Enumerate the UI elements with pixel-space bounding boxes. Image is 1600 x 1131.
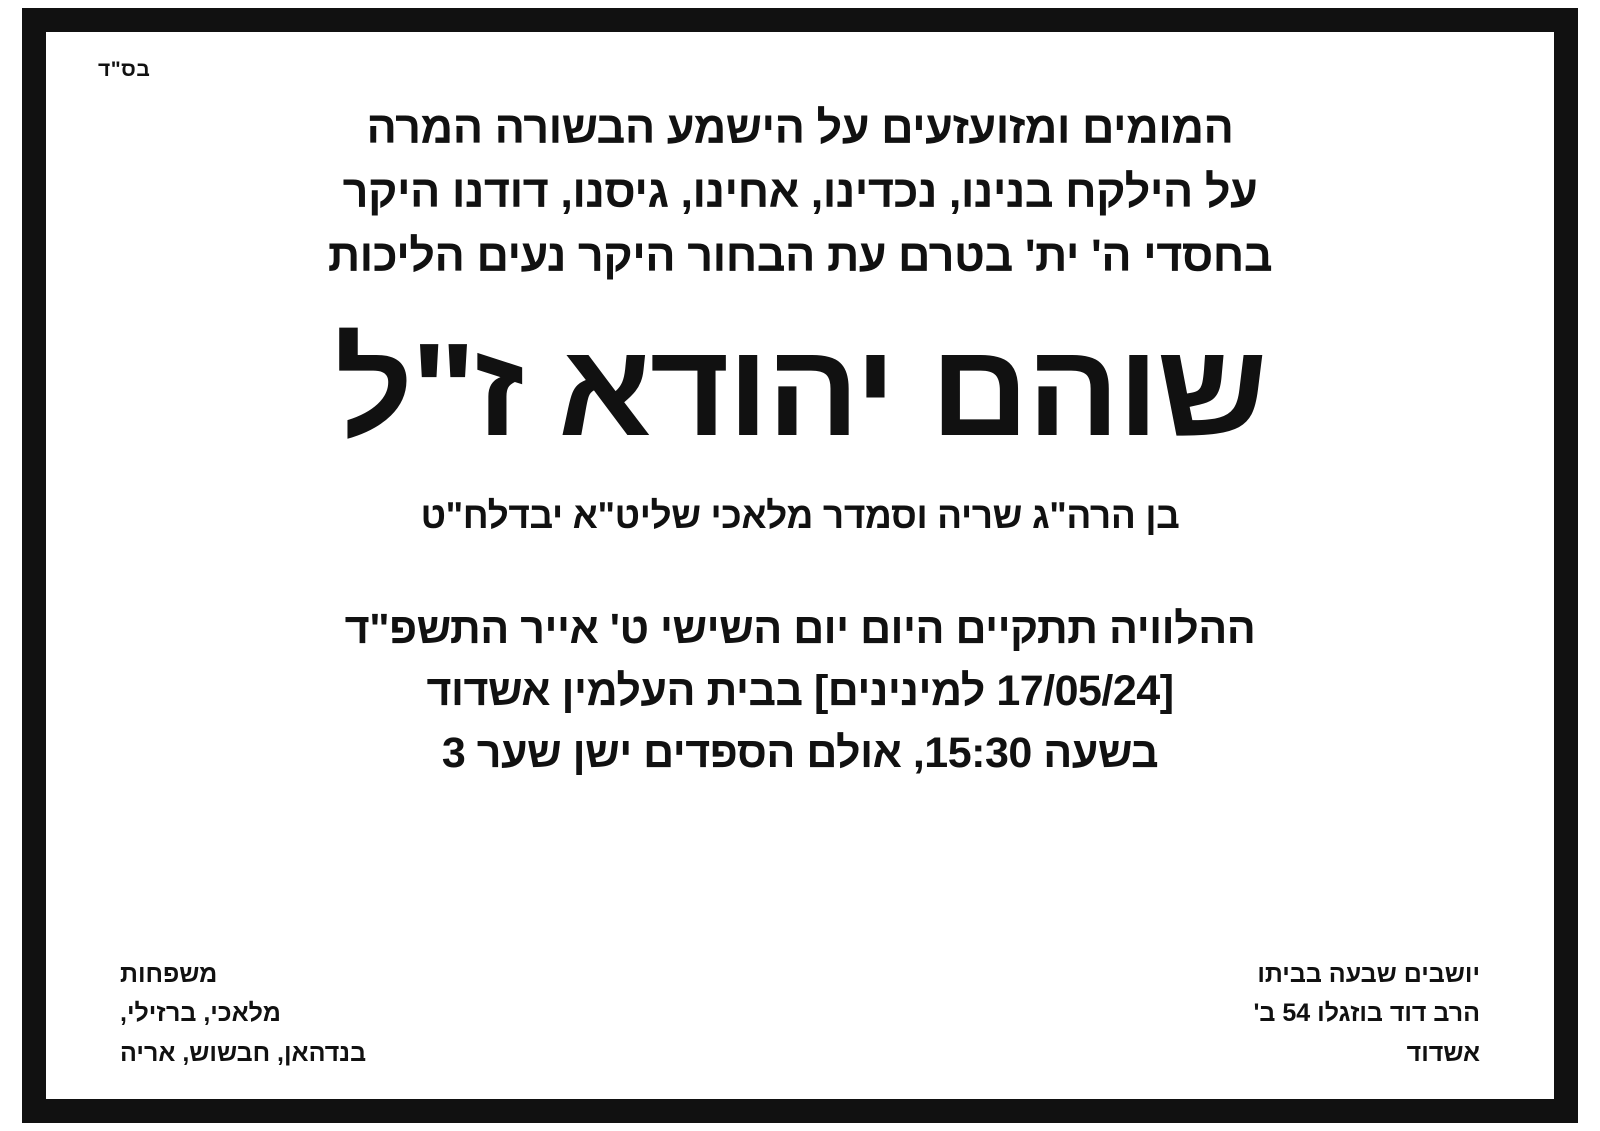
lead-line-3: בחסדי ה' ית' בטרם עת הבחור היקר נעים הליכות <box>327 229 1273 281</box>
shiva-line-3: אשדוד <box>1406 1038 1480 1067</box>
families-line-3: בנדהאן, חבשוש, אריה <box>120 1038 367 1067</box>
lead-paragraph <box>90 96 1510 288</box>
parent-line: בן הרה"ג שריה וסמדר מלאכי שליט"א יבדלח"ט <box>420 494 1180 536</box>
shiva-line-2: הרב דוד בוזגלו 54 ב' <box>1253 999 1480 1027</box>
notice-footer <box>90 955 1510 1080</box>
funeral-line-2: [17/05/24 למינינים] בבית העלמין אשדוד <box>426 667 1174 716</box>
families-line-2: מלאכי, ברזילי, <box>120 999 281 1027</box>
funeral-details <box>90 598 1510 785</box>
lead-line-2: על הילקח בנינו, נכדינו, אחינו, גיסנו, דודנו היקר <box>342 165 1258 217</box>
deceased-name: שוהם יהודא ז"ל <box>334 315 1266 463</box>
notice-content <box>46 32 1554 1099</box>
funeral-line-3: בשעה 15:30, אולם הספדים ישן שער 3 <box>441 729 1159 778</box>
shiva-line-1: יושבים שבעה בביתו <box>1257 959 1480 988</box>
black-border-frame <box>22 8 1578 1123</box>
shiva-address-block <box>1253 955 1480 1074</box>
lead-line-1: המומים ומזועזעים על הישמע הבשורה המרה <box>366 102 1234 153</box>
funeral-line-1: ההלוויה תתקיים היום יום השישי ט' אייר התשפ"ד <box>344 604 1256 653</box>
families-line-1: משפחות <box>120 959 218 988</box>
families-block <box>120 955 366 1074</box>
bsd-header: בס"ד <box>98 58 151 81</box>
